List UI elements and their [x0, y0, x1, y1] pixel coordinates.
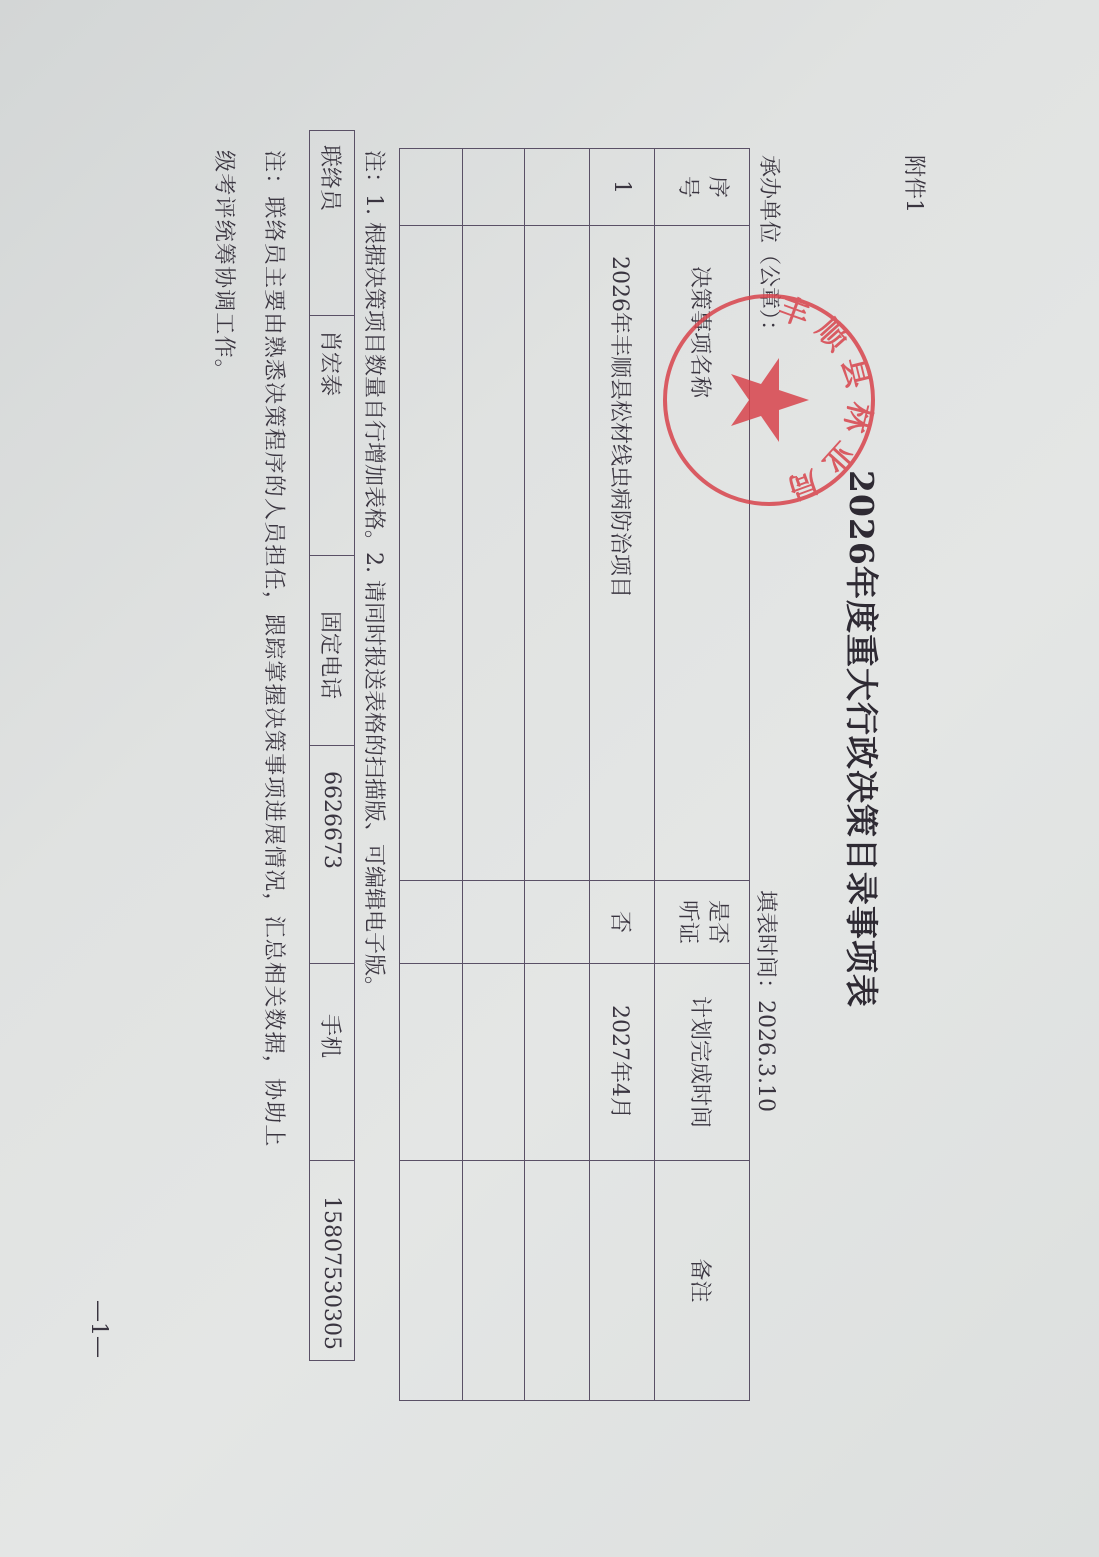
seal-star-icon: [731, 358, 809, 442]
page-title: 2026年度重大行政决策目录事项表: [842, 470, 881, 1008]
attachment-label: 附件1: [901, 155, 926, 213]
contact-label: 联络员: [310, 131, 355, 316]
cell-hearing: [400, 881, 463, 964]
cell-index: 1: [590, 149, 655, 226]
landline-label: 固定电话: [310, 556, 355, 746]
cell-planned-time: [525, 964, 590, 1161]
official-seal: [659, 290, 879, 510]
cell-planned-time: 2027年4月: [590, 964, 655, 1161]
header-index: 序号: [655, 149, 750, 226]
cell-remarks: [525, 1161, 590, 1401]
cell-hearing: [525, 881, 590, 964]
footnote-line-2: 级考评统筹协调工作。: [211, 150, 236, 383]
contact-row: [310, 131, 355, 1361]
cell-remarks: [463, 1161, 525, 1401]
cell-index: [400, 149, 463, 226]
page-number: —1—: [86, 1300, 111, 1358]
table-row: [525, 149, 590, 1401]
cell-hearing: [463, 881, 525, 964]
contact-table: [309, 130, 355, 1361]
header-item-name: 决策事项名称: [655, 226, 750, 881]
table-row: [400, 149, 463, 1401]
mobile-label: 手机: [310, 964, 355, 1161]
cell-item-name: [463, 226, 525, 881]
header-planned-time: 计划完成时间: [655, 964, 750, 1161]
note-1: 注：1. 根据决策项目数量自行增加表格。2. 请同时报送表格的扫描版、可编辑电子版。: [361, 150, 386, 998]
cell-planned-time: [463, 964, 525, 1161]
fill-date: 填表时间：2026.3.10: [753, 890, 778, 1112]
contact-name: 肖宏泰: [310, 316, 355, 556]
cell-item-name: 2026年丰顺县松材线虫病防治项目: [590, 226, 655, 881]
cell-item-name: [525, 226, 590, 881]
cell-remarks: [590, 1161, 655, 1401]
cell-remarks: [400, 1161, 463, 1401]
header-hearing: 是否听证: [655, 881, 750, 964]
unit-label: 承办单位（公章）：: [756, 155, 781, 343]
cell-item-name: [400, 226, 463, 881]
cell-planned-time: [400, 964, 463, 1161]
table-row: [590, 149, 655, 1401]
header-remarks: 备注: [655, 1161, 750, 1401]
cell-index: [525, 149, 590, 226]
landline-value: 6626673: [310, 746, 355, 964]
cell-index: [463, 149, 525, 226]
cell-hearing: 否: [590, 881, 655, 964]
seal-text: 丰顺县林业局: [773, 290, 878, 510]
footnote-line-1: 注：联络员主要由熟悉决策程序的人员担任，跟踪掌握决策事项进展情况，汇总相关数据，协助上: [261, 150, 286, 1148]
table-row: [463, 149, 525, 1401]
mobile-value: 15807530305: [310, 1161, 355, 1361]
